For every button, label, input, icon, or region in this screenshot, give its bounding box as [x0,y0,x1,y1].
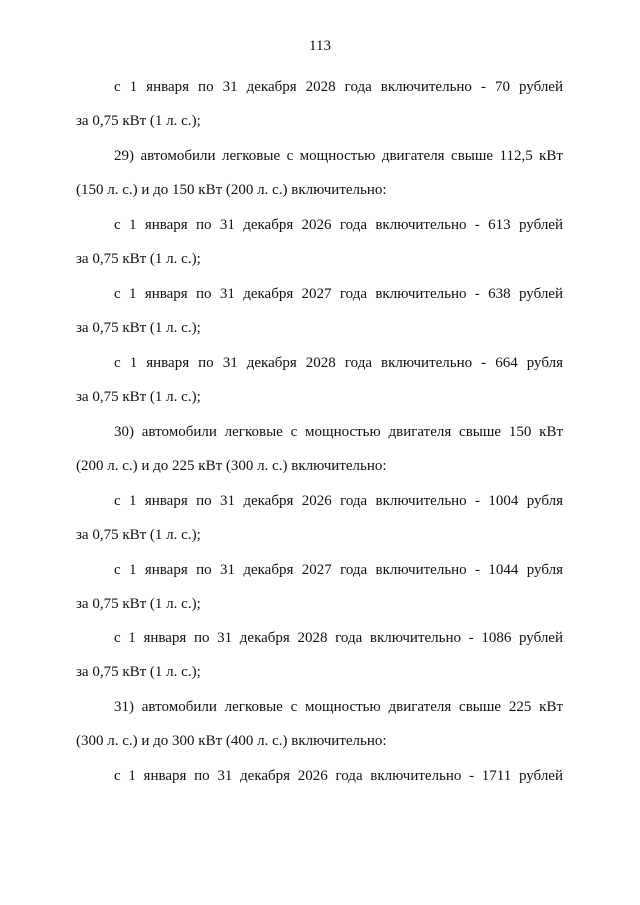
paragraph-line: с 1 января по 31 декабря 2028 года включительно - 664 рубля [114,355,563,371]
paragraph-line-continuation: за 0,75 кВт (1 л. с.); [76,251,201,267]
paragraph-line-continuation: (200 л. с.) и до 225 кВт (300 л. с.) включительно: [76,458,387,474]
paragraph-line-continuation: (150 л. с.) и до 150 кВт (200 л. с.) включительно: [76,182,387,198]
paragraph-line-continuation: (300 л. с.) и до 300 кВт (400 л. с.) включительно: [76,733,387,749]
paragraph-line-continuation: за 0,75 кВт (1 л. с.); [76,389,201,405]
paragraph-line: 31) автомобили легковые с мощностью двигателя свыше 225 кВт [114,699,563,715]
paragraph-line-continuation: за 0,75 кВт (1 л. с.); [76,527,201,543]
paragraph-line: 29) автомобили легковые с мощностью двигателя свыше 112,5 кВт [114,148,563,164]
paragraph-line-continuation: за 0,75 кВт (1 л. с.); [76,113,201,129]
paragraph-line: с 1 января по 31 декабря 2028 года включительно - 70 рублей [114,79,563,95]
page-number: 113 [309,38,331,54]
paragraph-line: с 1 января по 31 декабря 2027 года включительно - 1044 рубля [114,562,563,578]
paragraph-line: с 1 января по 31 декабря 2026 года включительно - 1711 рублей [114,768,563,784]
paragraph-line: с 1 января по 31 декабря 2026 года включительно - 1004 рубля [114,493,563,509]
paragraph-line: с 1 января по 31 декабря 2026 года включительно - 613 рублей [114,217,563,233]
paragraph-line-continuation: за 0,75 кВт (1 л. с.); [76,596,201,612]
paragraph-line-continuation: за 0,75 кВт (1 л. с.); [76,320,201,336]
paragraph-line: с 1 января по 31 декабря 2027 года включительно - 638 рублей [114,286,563,302]
paragraph-line-continuation: за 0,75 кВт (1 л. с.); [76,664,201,680]
paragraph-line: с 1 января по 31 декабря 2028 года включительно - 1086 рублей [114,630,563,646]
paragraph-line: 30) автомобили легковые с мощностью двигателя свыше 150 кВт [114,424,563,440]
